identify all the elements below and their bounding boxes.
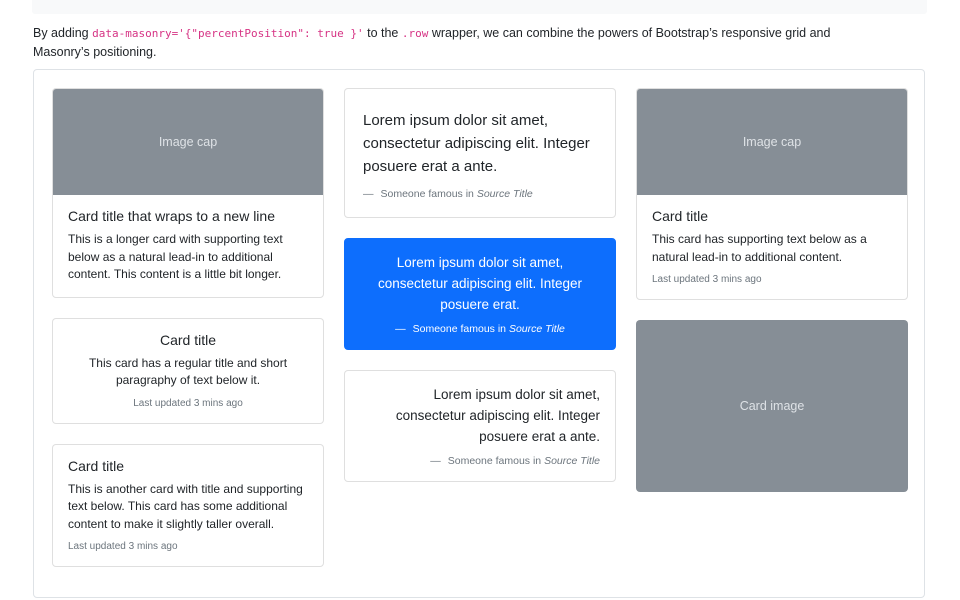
card-blockquote <box>344 88 616 218</box>
source-title-cite: Source Title <box>508 323 565 335</box>
quote-attribution: Someone famous in <box>412 323 507 335</box>
card-body <box>53 319 323 423</box>
blockquote <box>360 384 600 447</box>
masonry-grid <box>52 88 908 567</box>
image-cap-placeholder <box>637 89 907 195</box>
example-container <box>33 69 925 598</box>
card-text: This is another card with title and supporting text below. This card has some additional content to make it slightly taller overall. <box>68 481 303 531</box>
card-body <box>53 445 323 567</box>
em-dash: — <box>430 455 441 467</box>
masonry-column-3 <box>636 88 908 567</box>
code-snippet-remnant <box>32 0 927 14</box>
card-body <box>637 195 907 299</box>
inline-code-row: .row <box>401 27 429 40</box>
card-title: Card title <box>159 331 217 348</box>
source-title-cite: Source Title <box>544 455 600 467</box>
em-dash: — <box>363 188 374 200</box>
blockquote <box>363 109 597 178</box>
image-placeholder-label: Card image <box>739 399 805 413</box>
quote-attribution: Someone famous in <box>380 188 474 200</box>
card-title: Card title <box>68 457 125 474</box>
source-title-cite: Source Title <box>476 188 533 200</box>
image-cap-placeholder <box>53 89 323 195</box>
em-dash: — <box>395 323 406 335</box>
card-body <box>345 239 615 349</box>
paragraph-text: to the <box>367 26 399 40</box>
blockquote-footer <box>360 455 600 468</box>
card-title: Card title that wraps to a new line <box>68 208 275 224</box>
card-timestamp: Last updated 3 mins ago <box>652 274 762 285</box>
card-image-cap <box>636 88 908 300</box>
blockquote <box>360 252 600 315</box>
card-blockquote-right <box>344 370 616 482</box>
paragraph-text: By adding <box>33 26 89 40</box>
description-paragraph <box>33 24 833 62</box>
card-body <box>345 371 615 481</box>
quote-attribution: Someone famous in <box>447 455 542 467</box>
card-taller-text <box>52 444 324 568</box>
masonry-column-2 <box>344 88 616 567</box>
card-body <box>53 195 323 297</box>
card-blockquote-primary <box>344 238 616 350</box>
card-text: This card has supporting text below as a natural lead-in to additional content. <box>652 232 867 264</box>
card-timestamp: Last updated 3 mins ago <box>133 397 243 409</box>
image-placeholder-label: Image cap <box>158 135 218 149</box>
card-text: This is a longer card with supporting text below as a natural lead-in to additional content. This content is a little bit longer. <box>68 232 283 281</box>
inline-code-data-masonry: data-masonry='{"percentPosition": true }' <box>92 27 364 40</box>
paragraph-text: wrapper, we can combine the powers of Bootstrap’s responsive grid and <box>431 26 831 40</box>
image-placeholder-label: Image cap <box>742 135 802 149</box>
card-image-cap-long-title <box>52 88 324 298</box>
masonry-column-1 <box>52 88 324 567</box>
card-title: Card title <box>652 208 709 224</box>
blockquote-footer <box>363 188 597 201</box>
quote-text: Lorem ipsum dolor sit amet, consectetur adipiscing elit. Integer posuere erat a ante. <box>395 387 600 444</box>
card-image-placeholder <box>636 320 908 492</box>
card-centered-title <box>52 318 324 424</box>
card-text: This card has a regular title and short paragraphy of text below it. <box>88 355 288 387</box>
paragraph-text: Masonry’s positioning. <box>33 45 157 59</box>
card-timestamp: Last updated 3 mins ago <box>68 541 178 552</box>
card-body <box>345 89 615 217</box>
quote-text: Lorem ipsum dolor sit amet, consectetur adipiscing elit. Integer posuere erat. <box>377 255 583 312</box>
blockquote-footer <box>360 323 600 336</box>
quote-text: Lorem ipsum dolor sit amet, consectetur adipiscing elit. Integer posuere erat a ante. <box>363 112 590 175</box>
